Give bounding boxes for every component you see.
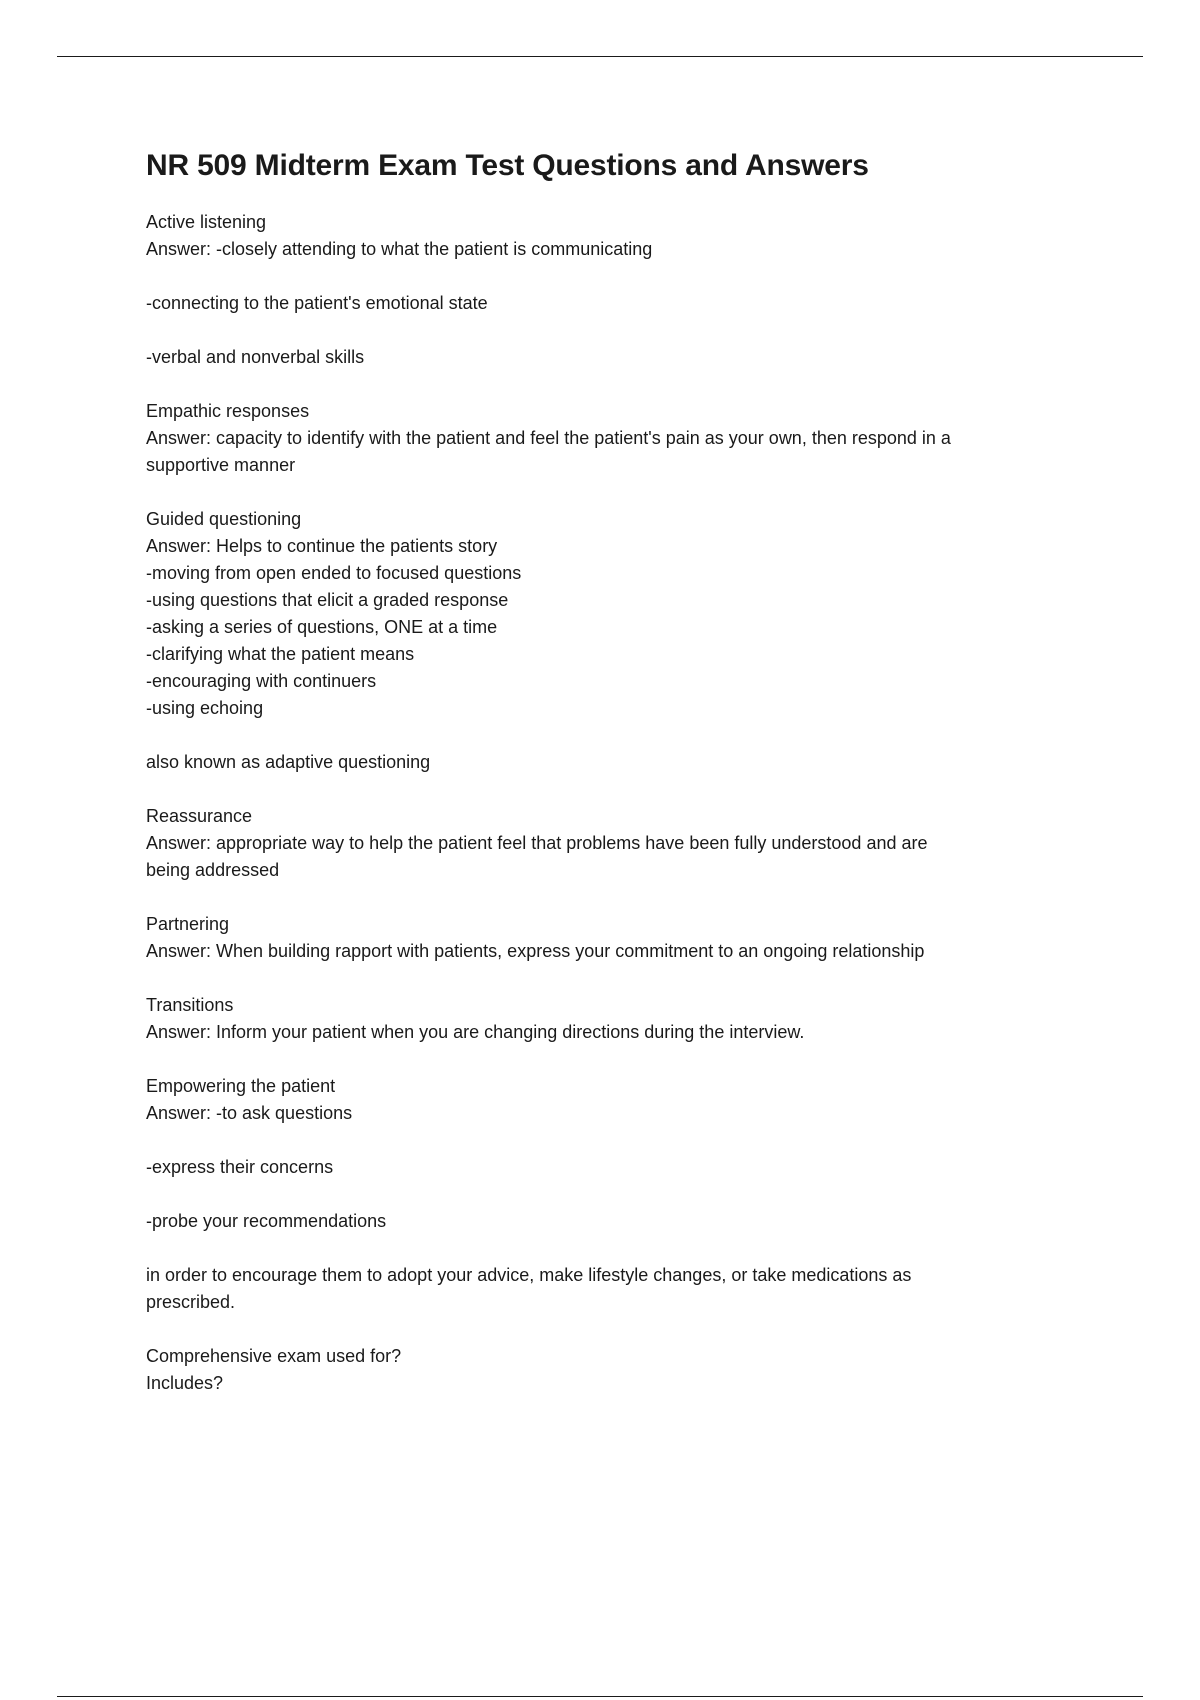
qa-line-first: -express their concerns	[146, 1157, 334, 1177]
paragraph-gap	[146, 1046, 1096, 1073]
qa-line-first: also known as adaptive questioning	[146, 752, 431, 772]
document-body	[146, 148, 1096, 1397]
paragraph-gap	[146, 1235, 1096, 1262]
paragraph-gap	[146, 1316, 1096, 1343]
qa-line: Answer: Inform your patient when you are changing directions during the interview.	[146, 1022, 805, 1042]
paragraph-gap	[146, 317, 1096, 344]
qa-block	[146, 1208, 1096, 1235]
qa-line: Answer: -to ask questions	[146, 1103, 353, 1123]
qa-line: -using questions that elicit a graded response	[146, 590, 509, 610]
qa-line: Answer: appropriate way to help the patient feel that problems have been fully understood and are	[146, 833, 928, 853]
qa-block	[146, 1262, 1096, 1316]
document-title: NR 509 Midterm Exam Test Questions and Answers	[146, 149, 869, 182]
paragraph-gap	[146, 263, 1096, 290]
qa-block	[146, 911, 1096, 965]
qa-line: Answer: -closely attending to what the patient is communicating	[146, 239, 653, 259]
qa-line: Answer: Helps to continue the patients story	[146, 536, 498, 556]
qa-line: -clarifying what the patient means	[146, 644, 415, 664]
qa-block	[146, 398, 1096, 479]
qa-line-first: Active listening	[146, 212, 267, 232]
paragraph-gap	[146, 722, 1096, 749]
qa-line-first: -verbal and nonverbal skills	[146, 347, 365, 367]
qa-line-first: Reassurance	[146, 806, 253, 826]
qa-line: Answer: capacity to identify with the patient and feel the patient's pain as your own, then respond in a	[146, 428, 951, 448]
qa-list	[146, 209, 1096, 1397]
top-rule	[57, 56, 1143, 57]
qa-block	[146, 344, 1096, 371]
qa-block	[146, 506, 1096, 722]
qa-line-first: -connecting to the patient's emotional state	[146, 293, 488, 313]
qa-line-first: Partnering	[146, 914, 230, 934]
paragraph-gap	[146, 1127, 1096, 1154]
qa-line: Includes?	[146, 1373, 224, 1393]
qa-line-first: -probe your recommendations	[146, 1211, 387, 1231]
qa-line: Answer: When building rapport with patients, express your commitment to an ongoing relationship	[146, 941, 925, 961]
qa-line-first: in order to encourage them to adopt your advice, make lifestyle changes, or take medications as	[146, 1265, 912, 1285]
qa-line-first: Empathic responses	[146, 401, 310, 421]
paragraph-gap	[146, 479, 1096, 506]
qa-line: -encouraging with continuers	[146, 671, 377, 691]
qa-line: -using echoing	[146, 698, 264, 718]
paragraph-gap	[146, 884, 1096, 911]
qa-line: -asking a series of questions, ONE at a time	[146, 617, 498, 637]
qa-block	[146, 209, 1096, 263]
qa-block	[146, 1073, 1096, 1127]
qa-block	[146, 290, 1096, 317]
qa-line-first: Guided questioning	[146, 509, 302, 529]
qa-line: being addressed	[146, 860, 280, 880]
qa-line-first: Comprehensive exam used for?	[146, 1346, 402, 1366]
paragraph-gap	[146, 965, 1096, 992]
bottom-rule	[57, 1696, 1143, 1697]
paragraph-gap	[146, 776, 1096, 803]
qa-line-first: Empowering the patient	[146, 1076, 336, 1096]
qa-line-first: Transitions	[146, 995, 234, 1015]
qa-block	[146, 992, 1096, 1046]
qa-block	[146, 749, 1096, 776]
qa-line: prescribed.	[146, 1292, 236, 1312]
qa-line: -moving from open ended to focused questions	[146, 563, 522, 583]
qa-block	[146, 1154, 1096, 1181]
qa-block	[146, 1343, 1096, 1397]
paragraph-gap	[146, 371, 1096, 398]
paragraph-gap	[146, 1181, 1096, 1208]
qa-block	[146, 803, 1096, 884]
qa-line: supportive manner	[146, 455, 296, 475]
